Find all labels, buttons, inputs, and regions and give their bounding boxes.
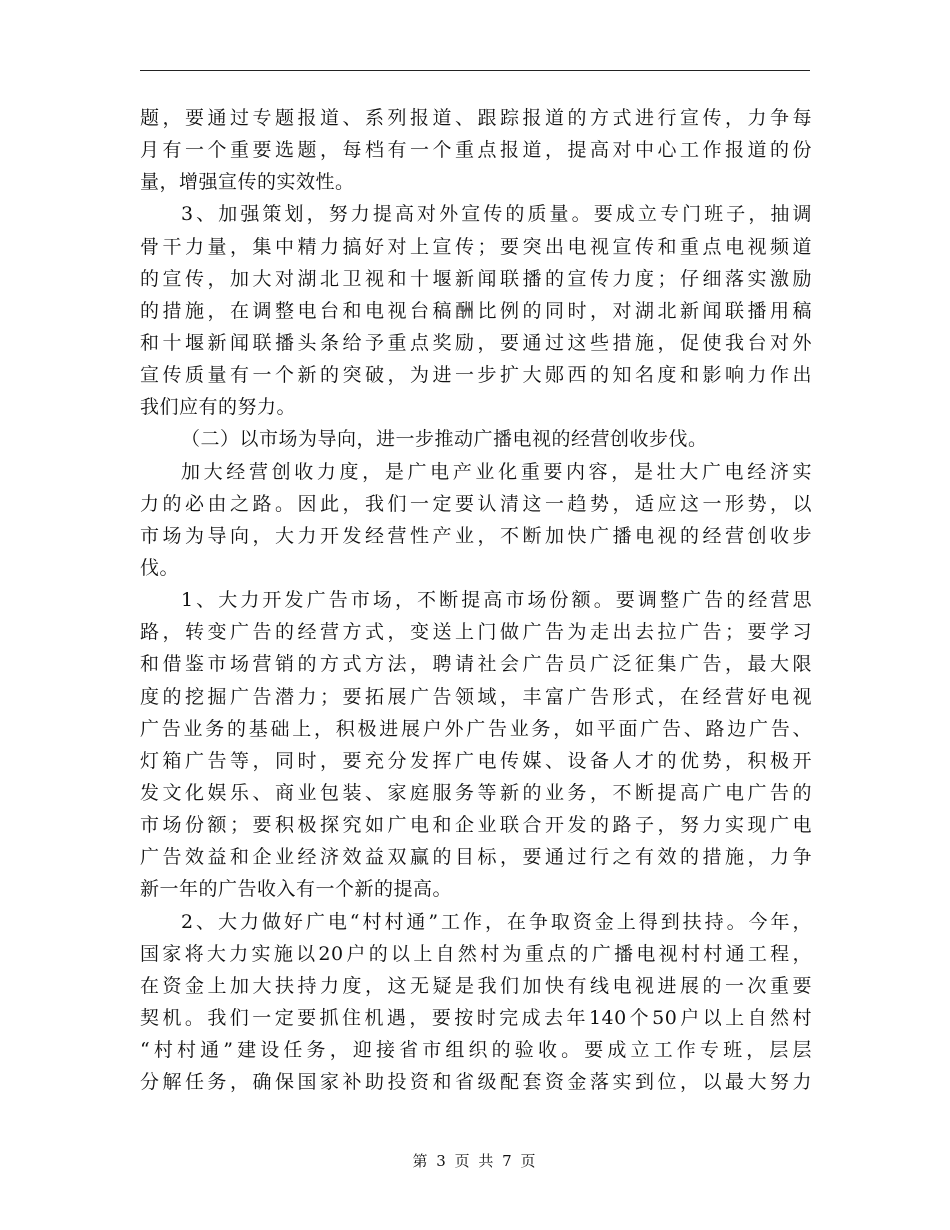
text-line: 骨干力量，集中精力搞好对上宣传；要突出电视宣传和重点电视频道 bbox=[140, 235, 812, 258]
text-line: （二）以市场为导向，进一步推动广播电视的经营创收步伐。 bbox=[181, 428, 708, 451]
text-line: 题，要通过专题报道、系列报道、跟踪报道的方式进行宣传，力争每 bbox=[140, 107, 812, 129]
text-line: 2、大力做好广电“村村通”工作，在争取资金上得到扶持。今年， bbox=[181, 910, 812, 933]
text-line: 月有一个重要选题，每档有一个重点报道，提高对中心工作报道的份 bbox=[140, 139, 812, 162]
text-line: 市场为导向，大力开发经营性产业，不断加快广播电视的经营创收步 bbox=[140, 524, 812, 547]
text-line: 的措施，在调整电台和电视台稿酬比例的同时，对湖北新闻联播用稿 bbox=[140, 299, 812, 322]
page-number: 第 3 页 共 7 页 bbox=[412, 1152, 538, 1170]
text-line: 加大经营创收力度，是广电产业化重要内容，是壮大广电经济实 bbox=[181, 460, 812, 483]
text-line: 的宣传，加大对湖北卫视和十堰新闻联播的宣传力度；仔细落实激励 bbox=[140, 267, 812, 290]
text-line: 分解任务，确保国家补助投资和省级配套资金落实到位，以最大努力 bbox=[140, 1071, 812, 1094]
text-line: 和十堰新闻联播头条给予重点奖励，要通过这些措施，促使我台对外 bbox=[140, 331, 812, 354]
text-line: “村村通”建设任务，迎接省市组织的验收。要成立工作专班，层层 bbox=[140, 1039, 812, 1062]
text-line: 我们应有的努力。 bbox=[140, 396, 297, 419]
text-line: 3、加强策划，努力提高对外宣传的质量。要成立专门班子，抽调 bbox=[181, 203, 812, 226]
text-line: 契机。我们一定要抓住机遇，要按时完成去年140个50户以上自然村 bbox=[140, 1006, 812, 1029]
text-line: 国家将大力实施以20户的以上自然村为重点的广播电视村村通工程， bbox=[140, 942, 812, 965]
text-line: 宣传质量有一个新的突破，为进一步扩大郧西的知名度和影响力作出 bbox=[140, 364, 812, 387]
text-line: 度的挖掘广告潜力；要拓展广告领域，丰富广告形式，在经营好电视 bbox=[140, 685, 812, 708]
text-line: 新一年的广告收入有一个新的提高。 bbox=[140, 878, 453, 901]
text-line: 1、大力开发广告市场，不断提高市场份额。要调整广告的经营思 bbox=[181, 589, 812, 612]
text-line: 量，增强宣传的实效性。 bbox=[140, 171, 355, 194]
header-rule bbox=[140, 70, 810, 71]
text-line: 和借鉴市场营销的方式方法，聘请社会广告员广泛征集广告，最大限 bbox=[140, 653, 812, 676]
document-body bbox=[140, 102, 812, 1098]
text-line: 力的必由之路。因此，我们一定要认清这一趋势，适应这一形势，以 bbox=[140, 492, 812, 515]
text-line: 伐。 bbox=[140, 556, 180, 579]
text-line: 市场份额；要积极探究如广电和企业联合开发的路子，努力实现广电 bbox=[140, 814, 812, 837]
text-line: 在资金上加大扶持力度，这无疑是我们加快有线电视进展的一次重要 bbox=[140, 974, 812, 997]
text-line: 广告效益和企业经济效益双赢的目标，要通过行之有效的措施，力争 bbox=[140, 846, 812, 869]
text-line: 发文化娱乐、商业包装、家庭服务等新的业务，不断提高广电广告的 bbox=[140, 781, 812, 804]
text-line: 广告业务的基础上，积极进展户外广告业务，如平面广告、路边广告、 bbox=[140, 717, 812, 740]
text-line: 灯箱广告等，同时，要充分发挥广电传媒、设备人才的优势，积极开 bbox=[140, 749, 812, 772]
text-line: 路，转变广告的经营方式，变送上门做广告为走出去拉广告；要学习 bbox=[140, 621, 812, 644]
